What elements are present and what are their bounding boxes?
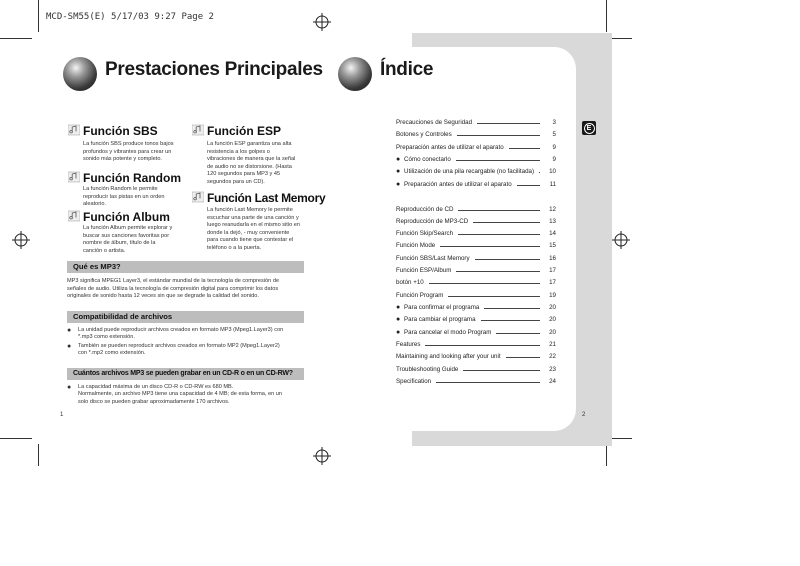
toc-leader — [425, 345, 540, 346]
toc-leader — [436, 382, 540, 383]
feature-title-last-memory: Función Last Memory — [207, 191, 326, 205]
toc-page-number: 10 — [549, 168, 556, 175]
registration-mark-icon — [612, 231, 630, 249]
crop-mark — [38, 444, 39, 466]
toc-page-number: 12 — [549, 206, 556, 213]
toc-leader — [517, 185, 540, 186]
feature-text-album: La función Album permite explorar y buscar sus canciones favoritas por nombre de álbum, título de la canción o artista. — [83, 225, 173, 254]
page-title-features: Prestaciones Principales — [105, 59, 323, 80]
crop-mark — [610, 438, 632, 439]
toc-page-number: 17 — [549, 279, 556, 286]
toc-leader — [481, 320, 540, 321]
toc-label: Botones y Controles — [396, 131, 452, 138]
feature-title-esp: Función ESP — [207, 124, 282, 138]
toc-entry — [396, 180, 556, 190]
sphere-logo-icon — [63, 57, 97, 91]
toc-entry — [396, 155, 556, 165]
toc-entry — [396, 315, 556, 325]
toc-label: Para confirmar el programa — [404, 304, 480, 311]
toc-page-number: 17 — [549, 267, 556, 274]
registration-mark-icon — [313, 13, 331, 31]
list-item: ● También se pueden reproducir archivos creados en formato MP2 (Mpeg1.Layer2) con *.mp2 como extensión. — [67, 342, 280, 357]
toc-leader — [475, 259, 540, 260]
toc-leader — [509, 148, 540, 149]
bullet-icon: ● — [396, 304, 401, 311]
music-note-icon — [192, 191, 204, 203]
toc-entry — [396, 143, 556, 153]
sphere-logo-icon — [338, 57, 372, 91]
toc-page-number: 9 — [552, 156, 556, 163]
registration-mark-icon — [313, 447, 331, 465]
toc-page-number: 20 — [549, 304, 556, 311]
bullet-icon: ● — [396, 168, 401, 175]
feature-text-random: La función Random le permite reproducir las pistas en un orden aleatorio. — [83, 186, 165, 208]
page-title-index: Índice — [380, 59, 434, 80]
toc-label: Maintaining and looking after your unit — [396, 353, 501, 360]
feature-title-random: Función Random — [83, 171, 181, 185]
bullet-icon: ● — [396, 316, 401, 323]
toc-label: Para cancelar el modo Program — [404, 329, 492, 336]
toc-label: Función Skip/Search — [396, 230, 454, 237]
toc-label: Cómo conectarlo — [404, 156, 451, 163]
toc-page-number: 21 — [549, 341, 556, 348]
toc-page-number: 23 — [549, 366, 556, 373]
toc-entry — [396, 229, 556, 239]
toc-page-number: 24 — [549, 378, 556, 385]
crop-mark — [610, 38, 632, 39]
toc-leader — [484, 308, 540, 309]
toc-label: Función Program — [396, 292, 444, 299]
toc-leader — [458, 210, 540, 211]
toc-label: botón +10 — [396, 279, 424, 286]
toc-leader — [457, 135, 540, 136]
toc-label: Para cambiar el programa — [404, 316, 476, 323]
toc-label: Features — [396, 341, 421, 348]
compat-list — [67, 327, 307, 358]
toc-leader — [539, 172, 540, 173]
toc-page-number: 19 — [549, 292, 556, 299]
toc-label: Specification — [396, 378, 432, 385]
toc-label: Troubleshooting Guide — [396, 366, 459, 373]
bullet-icon: ● — [396, 156, 401, 163]
toc-entry — [396, 266, 556, 276]
section-heading-cdr: Cuántos archivos MP3 se pueden grabar en un CD-R o en un CD-RW? — [67, 368, 304, 380]
toc-entry — [396, 205, 556, 215]
toc-label: Función ESP/Album — [396, 267, 452, 274]
music-note-icon — [68, 210, 80, 222]
toc-page-number: 20 — [549, 316, 556, 323]
crop-mark — [606, 0, 607, 32]
toc-label: Preparación antes de utilizar el aparato — [404, 181, 512, 188]
toc-leader — [448, 296, 540, 297]
crop-mark — [0, 38, 32, 39]
feature-text-sbs: La función SBS produce tonos bajos profundos y vibrantes para crear un sonido más potente y completo. — [83, 141, 174, 163]
feature-text-esp: La función ESP garantiza una alta resistencia a los golpes o vibraciones de manera que la señal de audio no se distorsione. (Hasta 120 segundos para MP3 y 45 segundos para un CD). — [207, 141, 296, 185]
toc-leader — [506, 357, 540, 358]
toc-leader — [473, 222, 540, 223]
toc-entry — [396, 303, 556, 313]
toc-page-number: 5 — [552, 131, 556, 138]
toc-leader — [429, 283, 540, 284]
toc-page-number: 20 — [549, 329, 556, 336]
toc-page-number: 16 — [549, 255, 556, 262]
toc-label: Preparación antes de utilizar el aparato — [396, 144, 504, 151]
print-slug: MCD-SM55(E) 5/17/03 9:27 Page 2 — [46, 12, 214, 22]
toc-entry — [396, 130, 556, 140]
music-note-icon — [192, 124, 204, 136]
feature-title-sbs: Función SBS — [83, 124, 158, 138]
toc-entry — [396, 365, 556, 375]
toc-entry — [396, 291, 556, 301]
page-number-right: 2 — [582, 412, 586, 418]
toc-leader — [456, 271, 540, 272]
toc-label: Precauciones de Seguridad — [396, 119, 473, 126]
feature-text-last-memory: La función Last Memory le permite escuchar una parte de una canción y luego reanudarla en el mismo sitio en donde la dejó, - muy conveniente para cuando tiene que contestar el teléfono o a la puerta. — [207, 207, 300, 251]
page-number-left: 1 — [60, 412, 64, 418]
toc-entry — [396, 278, 556, 288]
toc-label: Utilización de una pila recargable (no facilitada) — [404, 168, 535, 175]
section-heading-compat: Compatibilidad de archivos — [67, 311, 304, 323]
language-badge-icon: E — [582, 121, 596, 135]
toc-leader — [496, 333, 540, 334]
list-item: ● La unidad puede reproducir archivos creados en formato MP3 (Mpeg1.Layer3) con *.mp3 como extensión. — [67, 327, 284, 341]
toc-entry — [396, 377, 556, 387]
toc-leader — [456, 160, 540, 161]
toc-page-number: 14 — [549, 230, 556, 237]
toc-entry — [396, 254, 556, 264]
toc-leader — [458, 234, 540, 235]
crop-mark — [38, 0, 39, 32]
toc-label: Reproducción de CD — [396, 206, 454, 213]
toc-entry — [396, 241, 556, 251]
crop-mark — [606, 444, 607, 466]
toc-leader — [463, 370, 540, 371]
toc-entry — [396, 352, 556, 362]
music-note-icon — [68, 171, 80, 183]
toc-page-number: 9 — [552, 144, 556, 151]
toc-label: Función SBS/Last Memory — [396, 255, 470, 262]
toc-entry — [396, 328, 556, 338]
section-text-mp3: MP3 significa MPEG1 Layer3, el estándar mundial de la tecnología de compresión de señales de audio. Utiliza la tecnología de compresión digital para comprimir los datos originales de sonido hasta 12 veces sin que se degrade la calidad del sonido. — [67, 278, 280, 300]
list-item: ● La capacidad máxima de un disco CD-R o CD-RW es 680 MB. Normalmente, un archivo MP3 tiene una capacidad de 4 MB; de esta forma, en un solo disco se pueden grabar aproximadamente 170 archivos. — [67, 384, 282, 405]
toc-page-number: 22 — [549, 353, 556, 360]
toc-entry — [396, 217, 556, 227]
toc-label: Función Mode — [396, 242, 436, 249]
toc-entry — [396, 340, 556, 350]
toc-entry — [396, 118, 556, 128]
toc-leader — [440, 246, 540, 247]
toc-label: Reproducción de MP3-CD — [396, 218, 469, 225]
toc-page-number: 13 — [549, 218, 556, 225]
cdr-list — [67, 384, 307, 406]
crop-mark — [0, 438, 32, 439]
bullet-icon: ● — [396, 181, 401, 188]
toc-page-number: 3 — [552, 119, 556, 126]
toc-page-number: 15 — [549, 242, 556, 249]
music-note-icon — [68, 124, 80, 136]
toc-page-number: 11 — [549, 181, 556, 188]
section-heading-mp3: Qué es MP3? — [67, 261, 304, 273]
toc-leader — [477, 123, 540, 124]
feature-title-album: Función Album — [83, 210, 170, 224]
toc-entry — [396, 167, 556, 177]
registration-mark-icon — [12, 231, 30, 249]
bullet-icon: ● — [396, 329, 401, 336]
